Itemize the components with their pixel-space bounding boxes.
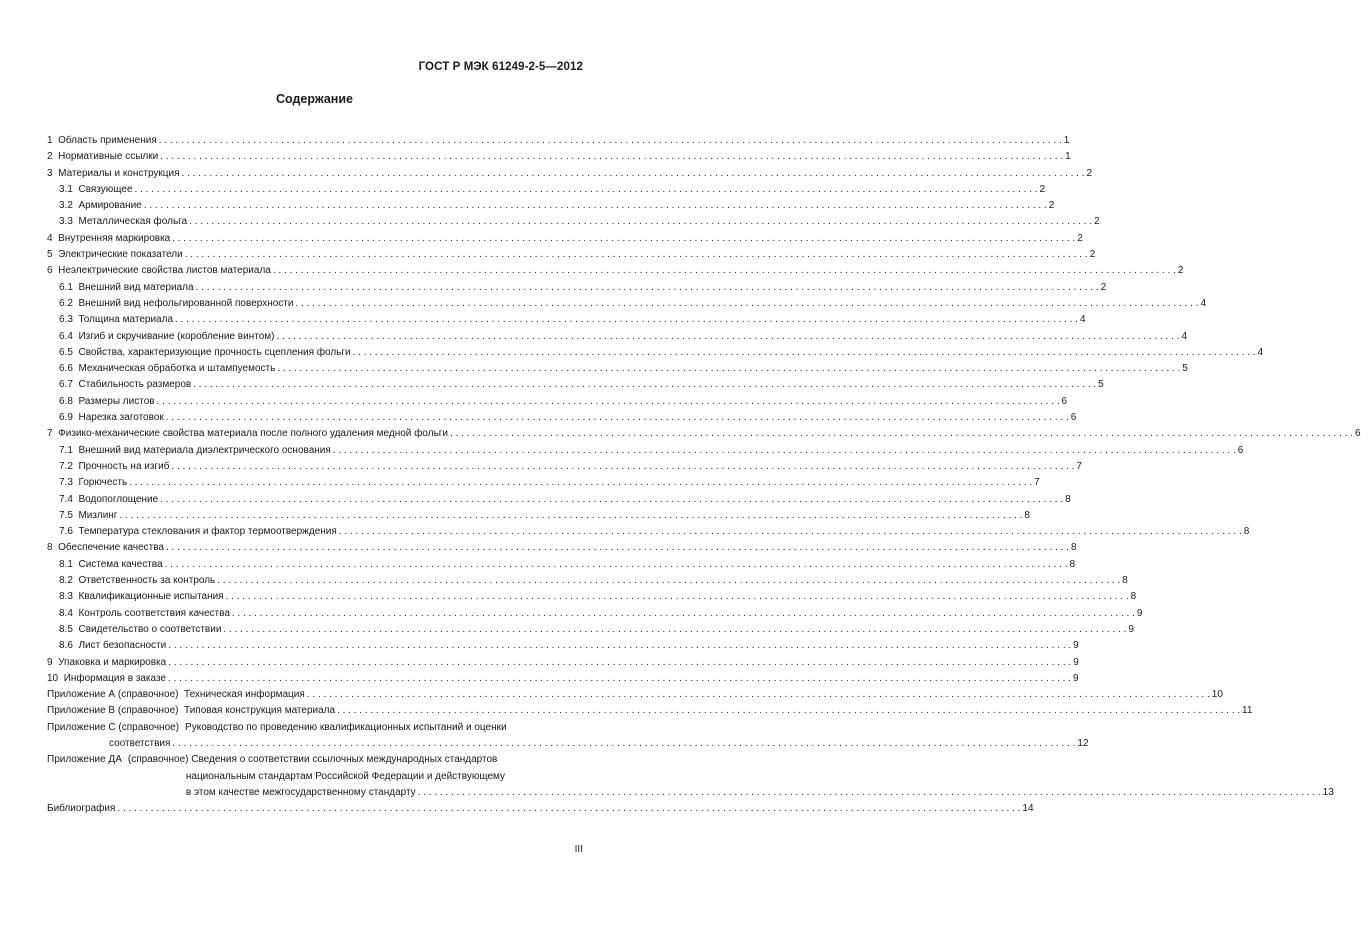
toc-entry[interactable] [47, 524, 1250, 540]
toc-entry-page: 4 [1257, 346, 1264, 358]
toc-entry[interactable] [47, 492, 1071, 508]
toc-entry-page: 2 [1177, 265, 1184, 277]
toc-entry-label: 7.2 Прочность на изгиб [59, 460, 170, 472]
toc-leader-dots [277, 361, 1180, 377]
toc-entry-page: 8 [1130, 591, 1137, 603]
toc-entry[interactable] [47, 638, 1079, 654]
toc-entry-label: 3.3 Металлическая фольга [59, 216, 188, 228]
toc-entry-label: 8.4 Контроль соответствия качества [59, 607, 230, 619]
toc-entry[interactable] [47, 166, 1093, 182]
toc-entry-label: 6.5 Свойства, характеризующие прочность сцепления фольги [59, 346, 351, 358]
toc-leader-dots [172, 736, 1075, 752]
toc-entry-page: 1 [1063, 135, 1070, 146]
toc-entry-label: 6 Неэлектрические свойства листов материала [47, 265, 271, 277]
toc-entry-page: 11 [1242, 705, 1253, 717]
toc-entry[interactable] [47, 540, 1077, 556]
toc-entry-label: 7.4 Водопоглощение [59, 493, 159, 505]
toc-leader-dots [232, 606, 1135, 622]
toc-entry-text: (справочное) Сведения о соответствии ссылочных международных стандартов [127, 754, 498, 766]
toc-leader-dots [157, 394, 1060, 410]
toc-entry[interactable] [47, 655, 1079, 671]
toc-entry[interactable] [47, 557, 1076, 573]
toc-entry[interactable] [47, 345, 1264, 361]
toc-entry-page: 10 [1211, 689, 1223, 701]
toc-entry-page: 6 [1061, 395, 1068, 407]
toc-entry-page: 5 [1098, 379, 1104, 391]
toc-entry[interactable] [47, 361, 1188, 377]
toc-entry[interactable] [47, 329, 1187, 345]
toc-entry[interactable] [47, 247, 1096, 263]
toc-entry-label: 7.6 Температура стеклования и фактор термоотверждения [59, 526, 337, 538]
toc-leader-dots [339, 524, 1242, 540]
toc-entry-appendix-b[interactable] [47, 703, 1253, 719]
toc-entry-bibliography[interactable] [47, 801, 1034, 817]
toc-leader-dots [223, 622, 1126, 638]
toc-leader-dots [168, 655, 1071, 671]
toc-entry[interactable] [47, 459, 1082, 475]
toc-entry-label: 9 Упаковка и маркировка [47, 656, 167, 668]
toc-entry[interactable] [47, 589, 1137, 605]
toc-leader-dots [135, 182, 1038, 198]
toc-entry-label: 6.8 Размеры листов [59, 395, 155, 407]
toc-entry[interactable] [47, 312, 1086, 328]
toc-entry-label: 6.2 Внешний вид нефольгированной поверхности [59, 297, 294, 309]
toc-leader-dots [171, 459, 1074, 475]
toc-leader-dots [182, 166, 1085, 182]
toc-entry-page: 9 [1072, 672, 1079, 684]
toc-entry-label: 8.5 Свидетельство о соответствии [59, 623, 222, 635]
toc-entry-label: 3.2 Армирование [59, 200, 142, 212]
toc-entry-page: 6 [1070, 412, 1077, 424]
toc-entry-appendix-da[interactable] [47, 752, 1334, 801]
toc-leader-dots [337, 703, 1240, 719]
toc-entry-label: 10 Информация в заказе [47, 672, 167, 684]
toc-leader-dots [295, 296, 1198, 312]
toc-entry-page: 9 [1128, 623, 1134, 635]
toc-entry-page: 6 [1237, 444, 1244, 456]
toc-entry-page: 8 [1070, 542, 1077, 554]
toc-leader-dots [353, 345, 1256, 361]
toc-entry-label: 3.1 Связующее [59, 183, 133, 195]
toc-leader-dots [165, 557, 1068, 573]
toc-entry-text: национальным стандартам Российской Федерации и действующему [185, 770, 506, 782]
toc-entry-page: 4 [1079, 314, 1086, 326]
toc-entry-label: Приложение В (справочное) Типовая конструкция материала [47, 705, 336, 717]
page-title: Содержание [275, 92, 353, 106]
toc-leader-dots [117, 801, 1020, 817]
toc-entry[interactable] [47, 394, 1068, 410]
toc-entry[interactable] [47, 198, 1055, 214]
toc-entry-page: 12 [1077, 737, 1089, 749]
toc-entry-label: Приложение А (справочное) Техническая информация [47, 689, 305, 701]
toc-leader-dots [119, 508, 1022, 524]
toc-leader-dots [217, 573, 1120, 589]
toc-entry-label: 7.1 Внешний вид материала диэлектрического основания [59, 444, 331, 456]
toc-entry-label: 6.9 Нарезка заготовок [59, 412, 164, 424]
toc-entry-page: 8 [1065, 493, 1071, 505]
toc-leader-dots [307, 687, 1210, 703]
toc-leader-dots [193, 377, 1096, 393]
toc-entry-page: 1 [1065, 151, 1071, 163]
toc-entry[interactable] [47, 426, 1361, 442]
toc-entry-page: 9 [1073, 656, 1079, 668]
toc-entry-page: 14 [1022, 803, 1034, 815]
toc-entry[interactable] [47, 296, 1206, 312]
toc-entry-page: 8 [1243, 526, 1250, 538]
toc-leader-dots [185, 247, 1088, 263]
toc-entry-page: 8 [1069, 558, 1076, 570]
toc-entry-page: 2 [1086, 167, 1093, 179]
toc-entry-page: 2 [1039, 183, 1046, 195]
toc-entry-label: 6.3 Толщина материала [59, 314, 173, 326]
toc-leader-dots [418, 785, 1321, 801]
toc-entry-page: 9 [1073, 640, 1079, 652]
toc-leader-dots [273, 263, 1176, 279]
toc-entry-label: 2 Нормативные ссылки [47, 151, 159, 163]
page-number: III [574, 844, 583, 855]
toc-entry-page: 2 [1094, 216, 1100, 228]
toc-entry-label: Библиография [47, 803, 116, 815]
toc-rows [47, 133, 1361, 687]
toc-entry-label: 3 Материалы и конструкция [47, 167, 180, 179]
toc-entry-label: 8.1 Система качества [59, 558, 163, 570]
toc-entry-label: 7 Физико-механические свойства материала после полного удаления медной фольги [47, 428, 449, 440]
toc-entry-label: 8 Обеспечение качества [47, 542, 164, 554]
toc-entry[interactable] [47, 622, 1134, 638]
toc-entry[interactable] [47, 443, 1244, 459]
toc-entry-page: 8 [1122, 575, 1128, 587]
toc-leader-dots [175, 312, 1078, 328]
toc-entry[interactable] [47, 671, 1079, 687]
toc-entry[interactable] [47, 606, 1143, 622]
toc-entry[interactable] [47, 280, 1107, 296]
toc-entry-page: 4 [1200, 297, 1206, 309]
toc-entry-page: 2 [1100, 281, 1107, 293]
toc-entry-page: 9 [1136, 607, 1143, 619]
toc-entry-label: 7.3 Горючесть [59, 477, 128, 489]
table-of-contents [47, 133, 1361, 817]
toc-entry-text: соответствия [109, 737, 171, 749]
toc-entry-label: 6.7 Стабильность размеров [59, 379, 192, 391]
toc-leader-dots [168, 638, 1071, 654]
toc-entry-label: 8.2 Ответственность за контроль [59, 575, 216, 587]
toc-leader-dots [159, 133, 1062, 149]
toc-entry-page: 8 [1024, 509, 1030, 521]
toc-leader-dots [189, 214, 1092, 230]
toc-leader-dots [160, 492, 1063, 508]
standard-code: ГОСТ Р МЭК 61249-2-5—2012 [418, 61, 583, 73]
toc-entry-label: Приложение ДА [47, 754, 122, 766]
toc-entry-page: 5 [1182, 363, 1188, 375]
toc-entry[interactable] [47, 573, 1128, 589]
toc-leader-dots [226, 589, 1129, 605]
toc-entry-page: 2 [1077, 232, 1083, 244]
toc-entry-text: в этом качестве межгосударственному стандарту [185, 786, 416, 798]
toc-leader-dots [172, 231, 1075, 247]
toc-entry-page: 2 [1089, 249, 1096, 261]
toc-entry-label: 6.6 Механическая обработка и штампуемость [59, 363, 276, 375]
toc-leader-dots [333, 443, 1236, 459]
toc-leader-dots [168, 671, 1071, 687]
toc-entry-page: 7 [1076, 460, 1082, 472]
toc-entry-page: 7 [1034, 477, 1040, 489]
toc-entry-label: 1 Область применения [47, 135, 157, 146]
toc-entry[interactable] [47, 410, 1077, 426]
toc-entry[interactable] [47, 231, 1083, 247]
toc-leader-dots [276, 329, 1179, 345]
toc-entry[interactable] [47, 149, 1071, 165]
toc-entry-label: 5 Электрические показатели [47, 249, 183, 261]
toc-entry-label: 7.5 Мизлинг [59, 509, 118, 521]
toc-entry[interactable] [47, 133, 1070, 149]
toc-entry-page: 6 [1354, 428, 1361, 440]
toc-leader-dots [129, 475, 1032, 491]
toc-entry-label: 8.3 Квалификационные испытания [59, 591, 224, 603]
toc-entry[interactable] [47, 214, 1100, 230]
toc-entry-label: 8.6 Лист безопасности [59, 640, 167, 652]
toc-leader-dots [144, 198, 1047, 214]
toc-entry[interactable] [47, 377, 1104, 393]
toc-entry[interactable] [47, 475, 1040, 491]
toc-entry-label: Приложение С (справочное) [47, 721, 180, 733]
toc-entry-text: Руководство по проведению квалификационных испытаний и оценки [185, 721, 507, 733]
toc-entry-appendix-a[interactable] [47, 687, 1223, 703]
toc-entry-label: 6.4 Изгиб и скручивание (коробление винтом) [59, 330, 275, 342]
toc-entry-label: 4 Внутренняя маркировка [47, 232, 171, 244]
toc-entry-appendix-c[interactable] [47, 720, 1089, 753]
toc-entry[interactable] [47, 182, 1046, 198]
toc-leader-dots [196, 280, 1099, 296]
toc-entry-page: 2 [1048, 200, 1055, 212]
toc-entry-label: 6.1 Внешний вид материала [59, 281, 194, 293]
toc-entry-page: 13 [1322, 786, 1334, 798]
toc-leader-dots [160, 149, 1063, 165]
toc-entry[interactable] [47, 263, 1184, 279]
toc-entry[interactable] [47, 508, 1030, 524]
toc-leader-dots [450, 426, 1353, 442]
toc-leader-dots [166, 410, 1069, 426]
toc-entry-page: 4 [1181, 330, 1187, 342]
toc-leader-dots [166, 540, 1069, 556]
